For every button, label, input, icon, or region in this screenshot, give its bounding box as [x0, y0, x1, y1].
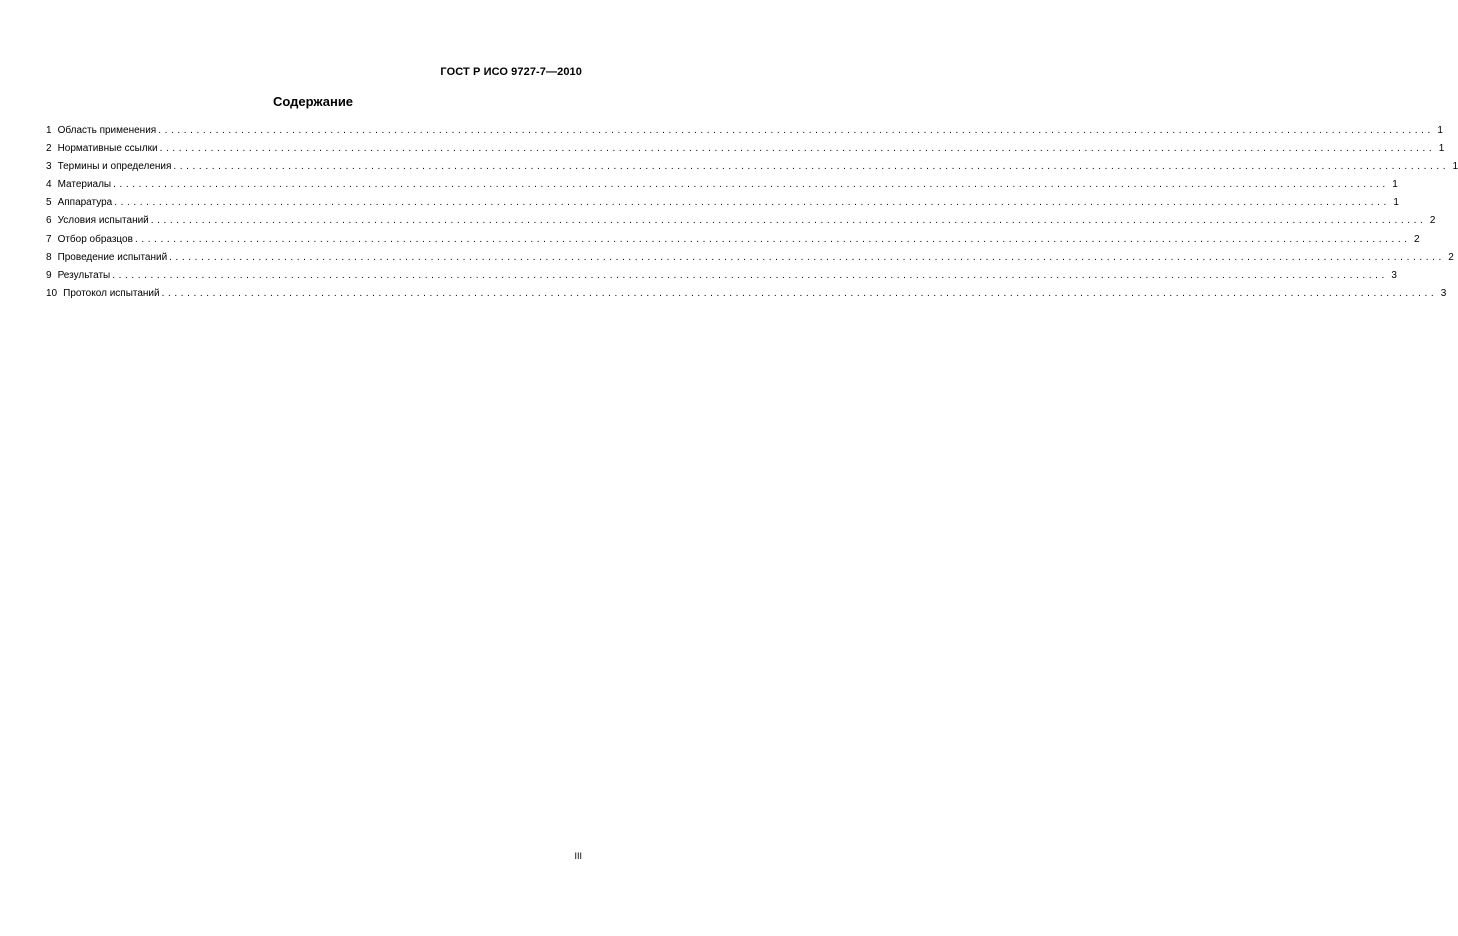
toc-leader-dots: ........................................................................................................................................................................................................ — [173, 161, 1450, 173]
toc-entry[interactable] — [46, 158, 1458, 176]
page-number: III — [574, 851, 582, 861]
toc-leader-dots: ........................................................................................................................................................................................................ — [158, 125, 1434, 136]
toc-entry-number: 9 — [46, 269, 52, 281]
toc-entry-title: Условия испытаний — [57, 215, 149, 227]
toc-leader-dots: ........................................................................................................................................................................................................ — [113, 179, 1389, 191]
toc-entry-title: Аппаратура — [57, 197, 113, 209]
toc-entry-page: 1 — [1438, 143, 1445, 155]
document-code: ГОСТ Р ИСО 9727-7—2010 — [440, 66, 582, 78]
toc-entry-title: Материалы — [57, 179, 112, 191]
toc-entry-page: 2 — [1448, 251, 1454, 263]
toc-entry-page: 2 — [1414, 233, 1420, 245]
toc-entry[interactable] — [46, 249, 1454, 267]
toc-entry-number: 8 — [46, 251, 52, 263]
toc-entry-title: Нормативные ссылки — [57, 143, 158, 155]
toc-leader-dots: ........................................................................................................................................................................................................ — [114, 197, 1390, 209]
toc-entry-page: 1 — [1452, 161, 1458, 173]
toc-entry-number: 1 — [46, 125, 52, 136]
toc-entry-title: Проведение испытаний — [57, 251, 168, 263]
toc-entry-number: 6 — [46, 215, 52, 227]
toc-entry-number: 4 — [46, 179, 52, 191]
toc-entry[interactable] — [46, 285, 1447, 303]
toc-entry[interactable] — [46, 231, 1420, 249]
toc-entry-page: 3 — [1391, 269, 1397, 281]
toc-entry-title: Результаты — [57, 269, 111, 281]
toc-entry[interactable] — [46, 140, 1445, 158]
toc-entry-title: Термины и определения — [57, 161, 172, 173]
toc-entry-number: 5 — [46, 197, 52, 209]
toc-entry-page: 1 — [1437, 125, 1443, 136]
toc-entry[interactable] — [46, 122, 1443, 140]
toc-entry-page: 1 — [1393, 197, 1399, 209]
toc-entry[interactable] — [46, 176, 1398, 194]
toc-title: Содержание — [272, 94, 354, 109]
toc-entry-number: 10 — [46, 287, 58, 299]
toc-entry-number: 7 — [46, 233, 52, 245]
toc-leader-dots: ........................................................................................................................................................................................................ — [112, 269, 1388, 281]
toc-entry-page: 2 — [1429, 215, 1436, 227]
toc-leader-dots: ........................................................................................................................................................................................................ — [150, 215, 1427, 227]
toc-entry-number: 2 — [46, 143, 52, 155]
toc-entry-page: 1 — [1392, 179, 1398, 191]
toc-entry-title: Область применения — [57, 125, 157, 136]
toc-leader-dots: ........................................................................................................................................................................................................ — [134, 233, 1411, 245]
toc-entry[interactable] — [46, 194, 1399, 212]
toc-entry-title: Отбор образцов — [57, 233, 133, 245]
toc-entry-title: Протокол испытаний — [63, 287, 160, 299]
toc-leader-dots: ........................................................................................................................................................................................................ — [159, 143, 1436, 155]
toc-leader-dots: ........................................................................................................................................................................................................ — [161, 287, 1438, 299]
toc-entry-page: 3 — [1440, 287, 1447, 299]
toc-entry[interactable] — [46, 212, 1436, 230]
toc-leader-dots: ........................................................................................................................................................................................................ — [169, 251, 1445, 263]
toc-entry[interactable] — [46, 267, 1397, 285]
table-of-contents — [46, 122, 1458, 303]
toc-entry-number: 3 — [46, 161, 52, 173]
